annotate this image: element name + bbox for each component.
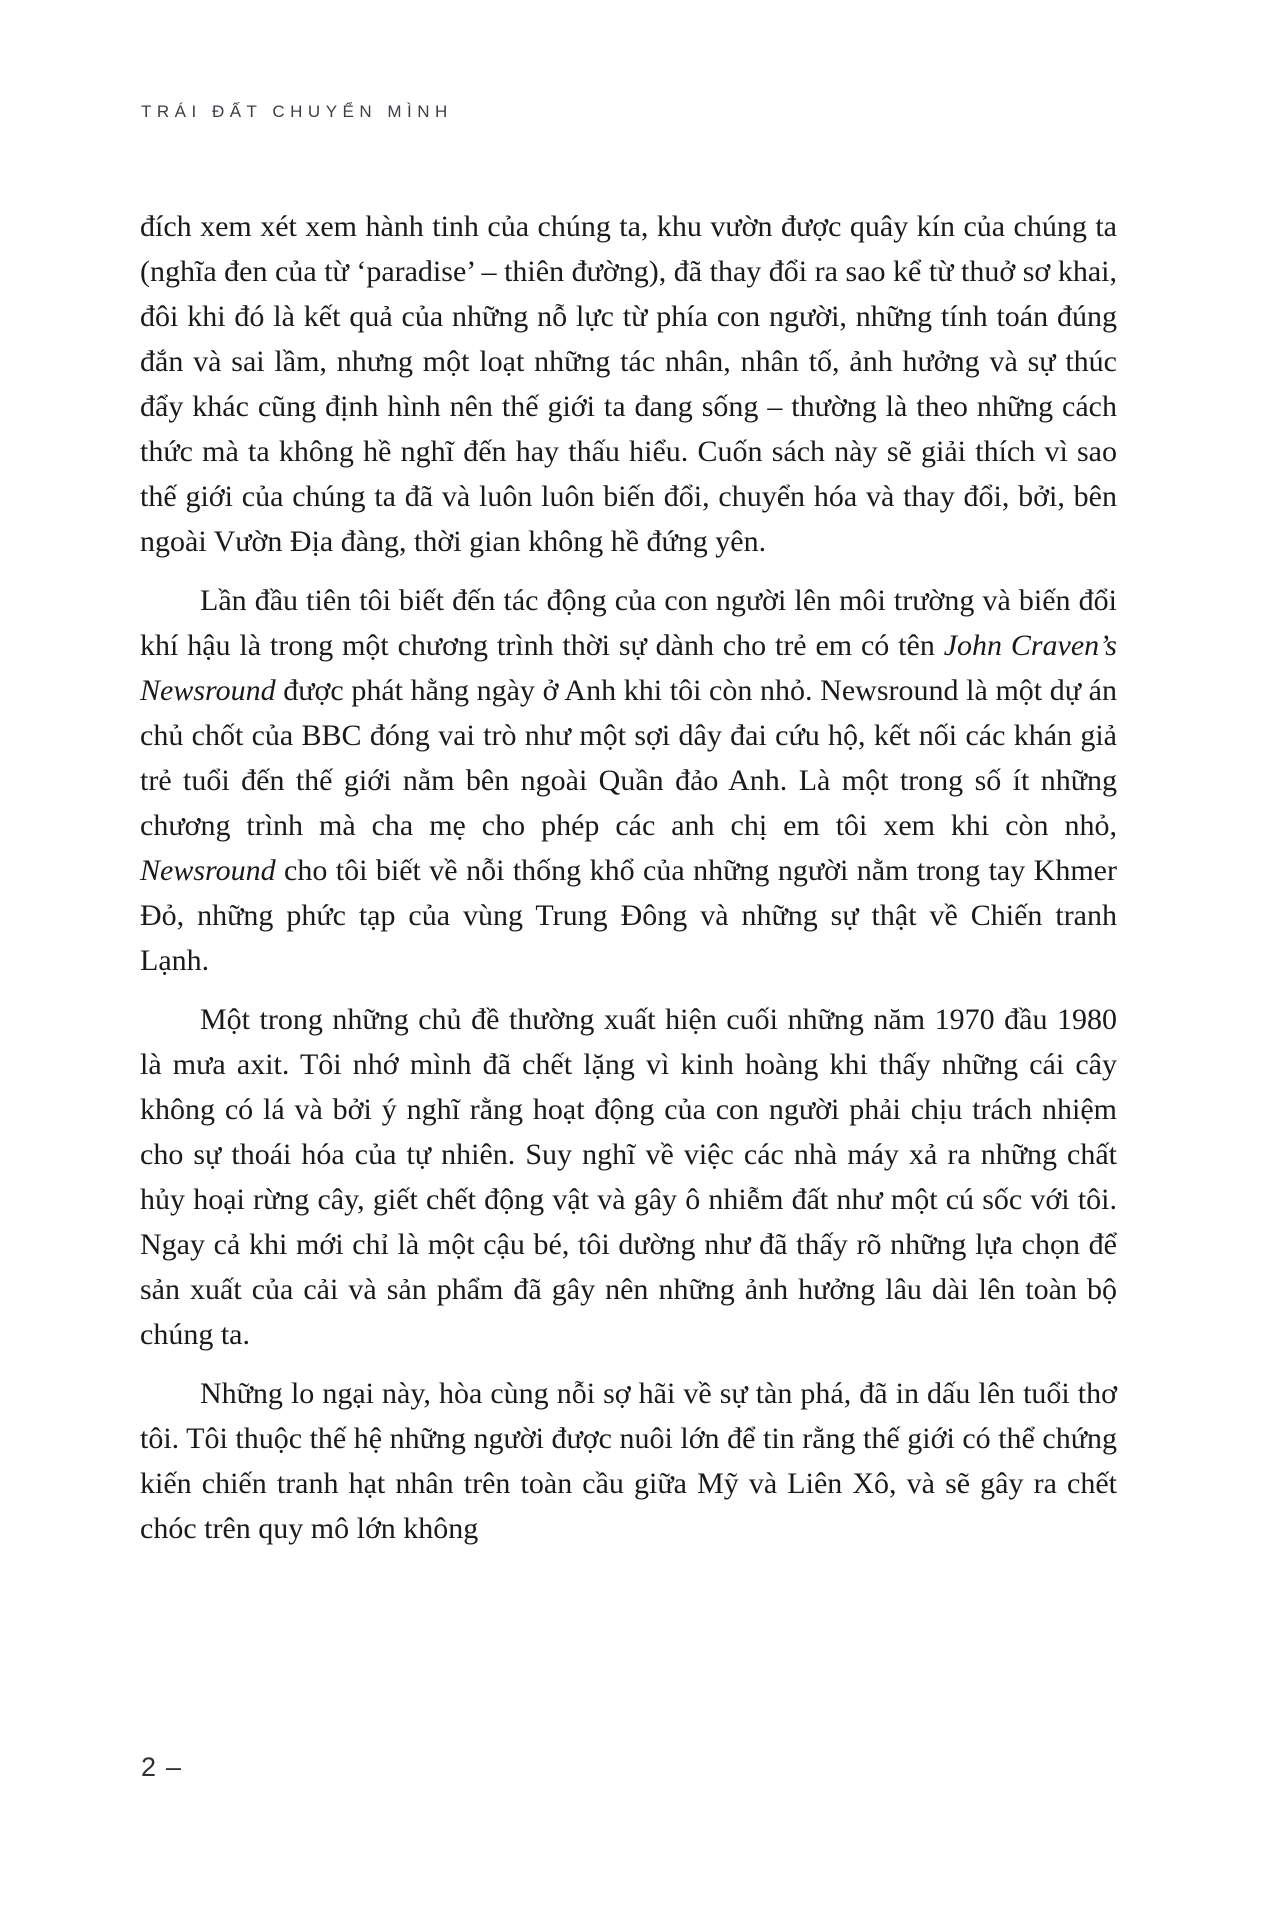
text-run: đích xem xét xem hành tinh của chúng ta, khu vườn được quây kín của chúng ta (nghĩa đen của từ ‘paradise’ – thiên đường), đã thay đổi ra sao kể từ thuở sơ khai, đôi khi đó là kết quả của những nỗ lực từ phía con người, những tính toán đúng đắn và sai lầm, nhưng một loạt những tác nhân, nhân tố, ảnh hưởng và sự thúc đẩy khác cũng định hình nên thế giới ta đang sống – thường là theo những cách thức mà ta không hề nghĩ đến hay thấu hiểu. Cuốn sách này sẽ giải thích vì sao thế giới của chúng ta đã và luôn luôn biến đổi, chuyển hóa và thay đổi, bởi, bên ngoài Vườn Địa đàng, thời gian không hề đứng yên. [140,210,1117,558]
italic-text-run: John Craven’s Newsround [140,629,1117,707]
paragraph [140,1371,1117,1551]
italic-text-run: Newsround [140,854,276,887]
paragraph [140,204,1117,564]
paragraph [140,578,1117,983]
running-head: TRÁI ĐẤT CHUYỂN MÌNH [141,102,453,121]
page-number: 2 [141,1752,157,1782]
page-number-dash: – [166,1752,182,1782]
text-run: Lần đầu tiên tôi biết đến tác động của con người lên môi trường và biến đổi khí hậu là trong một chương trình thời sự dành cho trẻ em có tên [140,584,1117,662]
text-run: cho tôi biết về nỗi thống khổ của những người nằm trong tay Khmer Đỏ, những phức tạp của vùng Trung Đông và những sự thật về Chiến tranh Lạnh. [140,854,1117,977]
body-text [140,204,1117,1565]
paragraph [140,997,1117,1357]
text-run: được phát hằng ngày ở Anh khi tôi còn nhỏ. Newsround là một dự án chủ chốt của BBC đóng vai trò như một sợi dây đai cứu hộ, kết nối các khán giả trẻ tuổi đến thế giới nằm bên ngoài Quần đảo Anh. Là một trong số ít những chương trình mà cha mẹ cho phép các anh chị em tôi xem khi còn nhỏ, [140,674,1117,842]
page-footer [141,1752,181,1783]
text-run: Một trong những chủ đề thường xuất hiện cuối những năm 1970 đầu 1980 là mưa axit. Tôi nhớ mình đã chết lặng vì kinh hoàng khi thấy những cái cây không có lá và bởi ý nghĩ rằng hoạt động của con người phải chịu trách nhiệm cho sự thoái hóa của tự nhiên. Suy nghĩ về việc các nhà máy xả ra những chất hủy hoại rừng cây, giết chết động vật và gây ô nhiễm đất như một cú sốc với tôi. Ngay cả khi mới chỉ là một cậu bé, tôi dường như đã thấy rõ những lựa chọn để sản xuất của cải và sản phẩm đã gây nên những ảnh hưởng lâu dài lên toàn bộ chúng ta. [140,1003,1117,1351]
text-run: Những lo ngại này, hòa cùng nỗi sợ hãi về sự tàn phá, đã in dấu lên tuổi thơ tôi. Tôi thuộc thế hệ những người được nuôi lớn để tin rằng thế giới có thể chứng kiến chiến tranh hạt nhân trên toàn cầu giữa Mỹ và Liên Xô, và sẽ gây ra chết chóc trên quy mô lớn không [140,1377,1117,1545]
